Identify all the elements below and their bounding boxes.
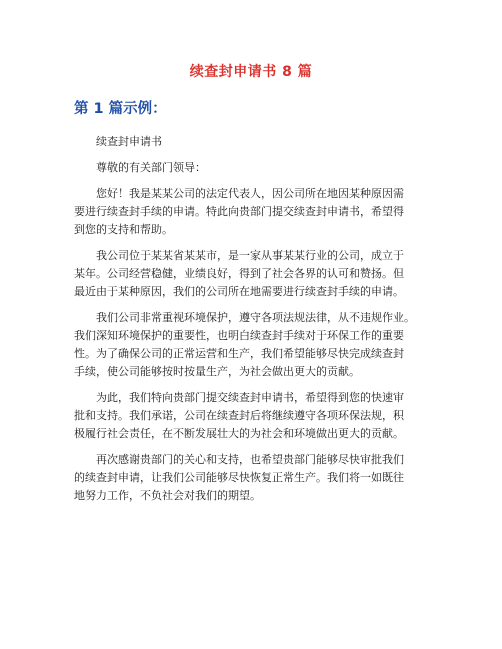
paragraph-line: 手续，使公司能够按时按量生产，为社会做出更大的贡献。	[74, 365, 360, 378]
paragraph-line: 极履行社会责任，在不断发展壮大的为社会和环境做出更大的贡献。	[74, 427, 404, 440]
paragraph-line: 到您的支持和帮助。	[74, 223, 173, 236]
paragraph-line: 的续查封申请，让我们公司能够尽快恢复正常生产。我们将一如既往	[74, 471, 404, 484]
section-heading: 第 1 篇示例：	[74, 101, 167, 117]
paragraph-line: 最近由于某种原因，我们的公司所在地需要进行续查封手续的申请。	[74, 285, 404, 298]
paragraph-line: 您好！我是某某公司的法定代表人，因公司所在地因某种原因需	[96, 187, 404, 200]
paragraph-line: 我们公司非常重视环境保护，遵守各项法规法律，从不违规作业。	[96, 311, 415, 324]
paragraph-line: 我公司位于某某省某某市，是一家从事某某行业的公司，成立于	[96, 249, 404, 262]
paragraph-line: 为此，我们特向贵部门提交续查封申请书，希望得到您的快速审	[96, 391, 404, 404]
paragraph-line: 地努力工作，不负社会对我们的期望。	[74, 489, 261, 502]
paragraph-line: 再次感谢贵部门的关心和支持，也希望贵部门能够尽快审批我们	[96, 453, 404, 466]
paragraph-line: 性。为了确保公司的正常运营和生产，我们希望能够尽快完成续查封	[74, 347, 404, 360]
paragraph-heading: 续查封申请书	[96, 135, 162, 148]
paragraph-line: 要进行续查封手续的申请。特此向贵部门提交续查封申请书，希望得	[74, 205, 404, 218]
paragraph-line: 某年。公司经营稳健，业绩良好，得到了社会各界的认可和赞扬。但	[74, 267, 404, 280]
paragraph-line: 批和支持。我们承诺，公司在续查封后将继续遵守各项环保法规，积	[74, 409, 404, 422]
document-body	[74, 133, 440, 505]
document-title: 续查封申请书 8 篇	[189, 64, 313, 80]
paragraph-line: 我们深知环境保护的重要性，也明白续查封手续对于环保工作的重要	[74, 329, 404, 342]
salutation: 尊敬的有关部门领导：	[96, 161, 206, 174]
